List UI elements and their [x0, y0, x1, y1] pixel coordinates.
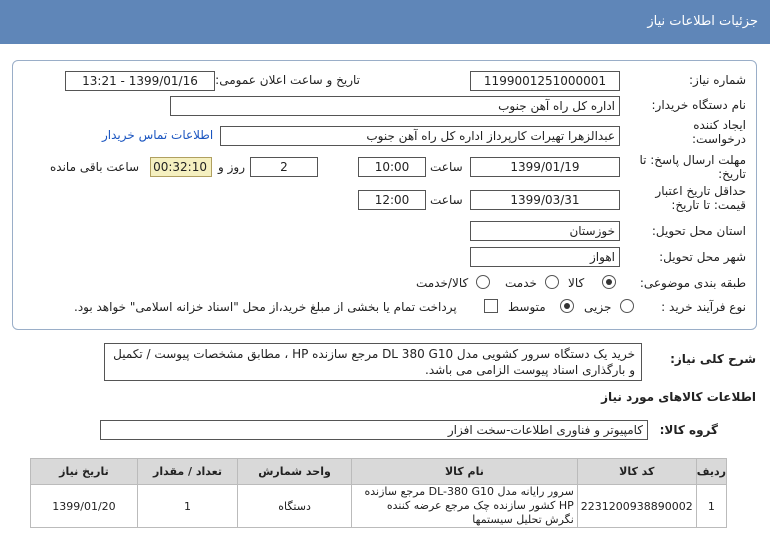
buyer-contact-link[interactable]: اطلاعات تماس خریدار — [102, 128, 214, 142]
goods-table — [30, 458, 727, 528]
announce-field: 1399/01/16 - 13:21 — [65, 71, 215, 91]
cell-quantity: 1 — [137, 485, 237, 528]
process-radio-medium[interactable] — [560, 299, 574, 313]
deadline-time-label: ساعت — [430, 160, 463, 174]
city-field: اهواز — [470, 247, 620, 267]
goods-table-header — [31, 459, 727, 485]
category-option-service: خدمت — [505, 276, 537, 290]
province-field: خوزستان — [470, 221, 620, 241]
days-label: روز و — [218, 160, 245, 174]
col-quantity: تعداد / مقدار — [137, 459, 237, 485]
city-label: شهر محل تحویل: — [659, 250, 746, 264]
col-goods-name: نام کالا — [352, 459, 578, 485]
days-field: 2 — [250, 157, 318, 177]
validity-time-field: 12:00 — [358, 190, 426, 210]
cell-unit: دستگاه — [238, 485, 352, 528]
need-number-field: 1199001251000001 — [470, 71, 620, 91]
page-header — [0, 0, 770, 44]
category-radio-goods-service[interactable] — [476, 275, 490, 289]
page-title: جزئیات اطلاعات نیاز — [647, 14, 758, 29]
col-unit: واحد شمارش — [238, 459, 352, 485]
deadline-date-field: 1399/01/19 — [470, 157, 620, 177]
remaining-label: ساعت باقی مانده — [50, 160, 140, 174]
remaining-time-field: 00:32:10 — [150, 157, 212, 177]
category-option-goods-service: کالا/خدمت — [416, 276, 469, 290]
col-row-number: ردیف — [696, 459, 726, 485]
category-radio-goods[interactable] — [602, 275, 616, 289]
process-option-minor: جزیی — [584, 300, 612, 314]
validity-label: حداقل تاریخ اعتبار قیمت: تا تاریخ: — [655, 184, 746, 212]
goods-section-title: اطلاعات کالاهای مورد نیاز — [601, 390, 756, 404]
cell-need-date: 1399/01/20 — [31, 485, 138, 528]
deadline-time-field: 10:00 — [358, 157, 426, 177]
cell-row-number: 1 — [696, 485, 726, 528]
col-need-date: تاریخ نیاز — [31, 459, 138, 485]
announce-label: تاریخ و ساعت اعلان عمومی: — [215, 73, 360, 87]
table-row — [31, 485, 727, 528]
cell-goods-name: سرور رایانه مدل DL-380 G10 مرجع سازنده HP کشور سازنده چک مرجع عرضه کننده نگرش تحلیل سیستمها — [352, 485, 578, 528]
goods-group-label: گروه کالا: — [659, 423, 718, 437]
creator-field: عبدالزهرا تهیرات کارپرداز اداره کل راه آهن جنوب — [220, 126, 620, 146]
process-radio-minor[interactable] — [620, 299, 634, 313]
need-number-label: شماره نیاز: — [689, 73, 746, 87]
category-option-goods: کالا — [568, 276, 585, 290]
validity-time-label: ساعت — [430, 193, 463, 207]
col-goods-code: کد کالا — [577, 459, 696, 485]
treasury-payment-checkbox[interactable] — [484, 299, 498, 313]
buyer-field: اداره کل راه آهن جنوب — [170, 96, 620, 116]
creator-label: ایجاد کننده درخواست: — [692, 118, 746, 146]
buyer-label: نام دستگاه خریدار: — [651, 98, 746, 112]
province-label: استان محل تحویل: — [651, 224, 746, 238]
validity-date-field: 1399/03/31 — [470, 190, 620, 210]
category-radio-service[interactable] — [545, 275, 559, 289]
cell-goods-code: 2231200938890002 — [577, 485, 696, 528]
process-label: نوع فرآیند خرید : — [661, 300, 746, 314]
goods-group-field: کامپیوتر و فناوری اطلاعات-سخت افزار — [100, 420, 648, 440]
description-label: شرح کلی نیاز: — [670, 352, 756, 366]
category-label: طبقه بندی موضوعی: — [639, 276, 746, 290]
process-option-medium: متوسط — [508, 300, 546, 314]
deadline-label: مهلت ارسال پاسخ: تا تاریخ: — [639, 153, 746, 181]
treasury-payment-note: پرداخت تمام یا بخشی از مبلغ خرید،از محل "اسناد خزانه اسلامی" خواهد بود. — [74, 300, 457, 314]
description-text: خرید یک دستگاه سرور کشویی مدل DL 380 G10 مرجع سازنده HP ، مطابق مشخصات پیوست / تکمیل و بارگذاری اسناد پیوست الزامی می باشد. — [104, 343, 642, 381]
